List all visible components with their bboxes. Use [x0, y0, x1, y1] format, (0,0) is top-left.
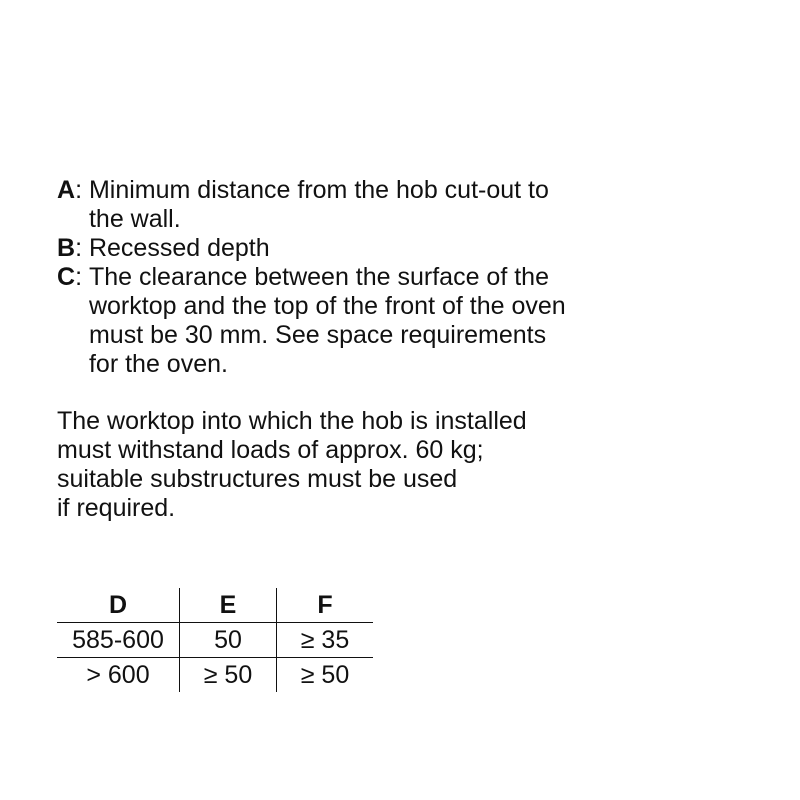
cell-f: ≥ 50	[277, 658, 374, 693]
note-line: suitable substructures must be used	[57, 465, 458, 493]
header-e: E	[180, 588, 277, 623]
cell-e: ≥ 50	[180, 658, 277, 693]
note-line: must withstand loads of approx. 60 kg;	[57, 436, 484, 464]
table-header-row	[57, 588, 373, 623]
load-note	[57, 407, 587, 523]
table-row	[57, 658, 373, 693]
legend-item-c	[57, 263, 757, 379]
table-row	[57, 623, 373, 658]
header-d: D	[108, 590, 128, 619]
legend-key: C:	[57, 263, 83, 291]
cell-d: > 600	[57, 658, 180, 693]
note-line: if required.	[57, 494, 176, 522]
cell-f: ≥ 35	[277, 623, 374, 658]
document-body	[57, 176, 757, 523]
legend-item-b	[57, 234, 757, 263]
legend-key: A:	[57, 176, 83, 204]
legend-text: The clearance between the surface of the worktop and the top of the front of the oven must be 30 mm. See space requirements for the oven.	[88, 263, 566, 378]
legend-list	[57, 176, 757, 379]
cell-e: 50	[180, 623, 277, 658]
legend-item-a	[57, 176, 757, 234]
dimension-table	[57, 588, 373, 692]
legend-text: Minimum distance from the hob cut-out to the wall.	[88, 176, 549, 233]
legend-key: B:	[57, 234, 83, 262]
legend-text: Recessed depth	[88, 234, 270, 262]
cell-d: 585-600	[57, 623, 180, 658]
note-line: The worktop into which the hob is installed	[57, 407, 527, 435]
header-f: F	[277, 588, 374, 623]
